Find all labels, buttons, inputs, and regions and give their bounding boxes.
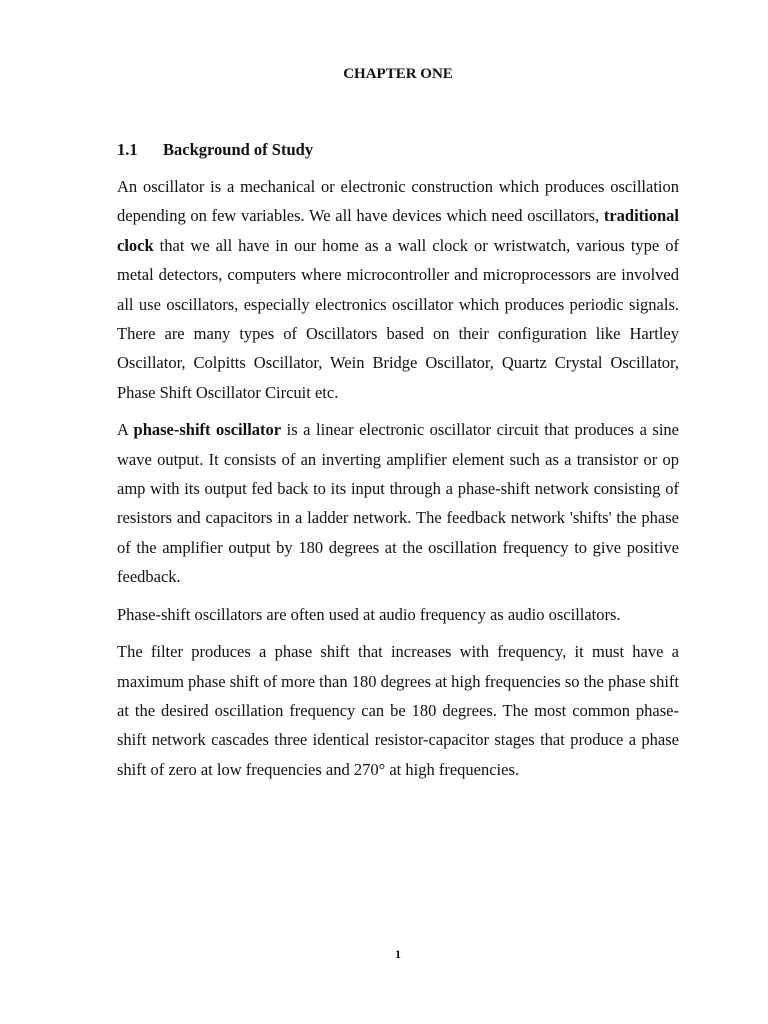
page-number: 1	[395, 947, 401, 961]
section-heading	[117, 140, 313, 160]
paragraph-text: that we all have in our home as a wall clock or wristwatch, various type of metal detectors, computers where microcontroller and microprocessors are involved all use oscillators, especially electronics oscillator which produces periodic signals. There are many types of Oscillators based on their configuration like Hartley Oscillator, Colpitts Oscillator, Wein Bridge Oscillator, Quartz Crystal Oscillator, Phase Shift Oscillator Circuit etc.	[117, 235, 679, 402]
paragraph-audio-oscillators: Phase-shift oscillators are often used at audio frequency as audio oscillators.	[117, 604, 621, 624]
paragraph-text: is a linear electronic oscillator circuit that produces a sine wave output. It consists of an inverting amplifier element such as a transistor or op amp with its output fed back to its input through a phase-shift network consisting of resistors and capacitors in a ladder network. The feedback network 'shifts' the phase of the amplifier output by 180 degrees at the oscillation frequency to give positive feedback.	[117, 420, 679, 587]
paragraph-text: An oscillator is a mechanical or electronic construction which produces oscillation depending on few variables. We all have devices which need oscillators,	[117, 177, 679, 226]
paragraph-oscillator-intro	[117, 172, 679, 407]
paragraph-phase-shift-oscillator	[117, 415, 679, 591]
paragraph-filter-phase-shift: The filter produces a phase shift that increases with frequency, it must have a maximum phase shift of more than 180 degrees at high frequencies so the phase shift at the desired oscillation frequency can be 180 degrees. The most common phase-shift network cascades three identical resistor-capacitor stages that produce a phase shift of zero at low frequencies and 270° at high frequencies.	[117, 642, 679, 779]
bold-term-traditional-clock: traditional clock	[117, 206, 679, 255]
chapter-title: CHAPTER ONE	[343, 66, 453, 82]
body-text	[117, 172, 679, 792]
section-number: 1.1	[117, 140, 138, 159]
bold-term-phase-shift-oscillator: phase-shift oscillator	[133, 420, 282, 440]
section-title: Background of Study	[163, 140, 314, 159]
paragraph-text: A	[117, 420, 134, 440]
